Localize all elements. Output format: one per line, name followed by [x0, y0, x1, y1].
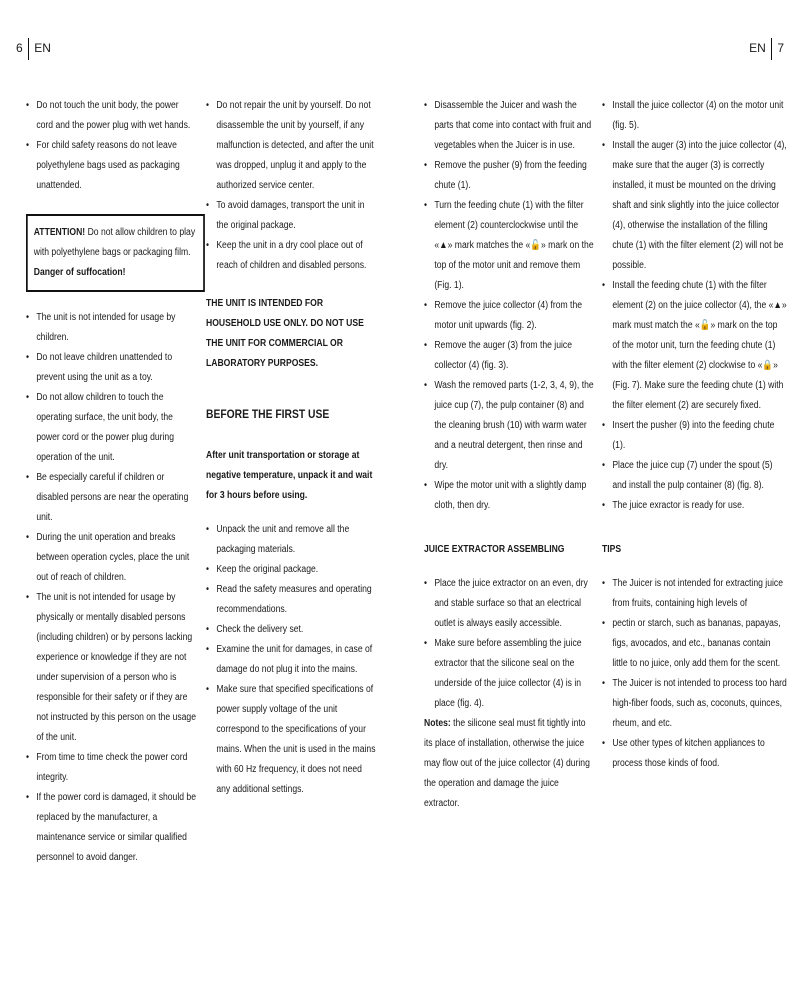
list-item: • The Juicer is not intended to process too hard high-fiber foods, such as, coconuts, quinces, rheum, and etc.	[602, 674, 787, 734]
attention-box	[26, 214, 205, 292]
list-item: • Insert the pusher (9) into the feeding chute (1).	[602, 416, 787, 456]
assembly-steps-list	[602, 96, 787, 516]
column-2	[206, 96, 376, 800]
before-first-use-list	[206, 520, 376, 800]
list-item: • Remove the juice collector (4) from the motor unit upwards (fig. 2).	[424, 296, 594, 336]
list-item: • The unit is not intended for usage by physically or mentally disabled persons (including children) or by persons lacking experience or knowledge if they are not under supervision of a person who is responsible for their safety or if they are not instructed by this person on the usage of the unit.	[26, 588, 196, 748]
list-item: • Do not allow children to touch the operating surface, the unit body, the power cord or the power plug during operation of the unit.	[26, 388, 196, 468]
list-item: • Be especially careful if children or disabled persons are near the operating unit.	[26, 468, 196, 528]
tips-list	[602, 574, 787, 774]
list-item: • Place the juice extractor on an even, dry and stable surface so that an electrical outlet is always easily accessible.	[424, 574, 594, 634]
disassembly-list	[424, 96, 594, 516]
column-1	[26, 96, 196, 868]
list-item: • Do not leave children unattended to prevent using the unit as a toy.	[26, 348, 196, 388]
list-item: • pectin or starch, such as bananas, papayas, figs, avocados, and etc., bananas contain little to no juice, only add them for the scent.	[602, 614, 787, 674]
list-item: • Do not touch the unit body, the power cord and the power plug with wet hands.	[26, 96, 196, 136]
list-item: • Check the delivery set.	[206, 620, 376, 640]
list-item: • Install the auger (3) into the juice collector (4), make sure that the auger (3) is correctly installed, it must be mounted on the driving shaft and sink slightly into the juice collector (4), otherwise the installation of the filling chute (1) with the filter element (2) will not be possible.	[602, 136, 787, 276]
before-first-use-heading: BEFORE THE FIRST USE	[206, 407, 330, 421]
safety-list-b	[26, 308, 196, 868]
list-item: • The juice exractor is ready for use.	[602, 496, 787, 516]
household-use-notice: THE UNIT IS INTENDED FOR HOUSEHOLD USE ONLY. DO NOT USE THE UNIT FOR COMMERCIAL OR LABORATORY PURPOSES.	[206, 298, 364, 369]
safety-list-c	[206, 96, 376, 276]
list-item: • Keep the unit in a dry cool place out of reach of children and disabled persons.	[206, 236, 376, 276]
list-item: • Place the juice cup (7) under the spout (5) and install the pulp container (8) (fig. 8).	[602, 456, 787, 496]
list-item: • Install the feeding chute (1) with the filter element (2) on the juice collector (4), the «▲» mark must match the «🔓» mark on the top of the motor unit, turn the feeding chute (1) with the filter element (2) clockwise to «🔒» (Fig. 7). Make sure the feeding chute (1) with the filter element (2) are securely fixed.	[602, 276, 787, 416]
list-item: • Do not repair the unit by yourself. Do not disassemble the unit by yourself, if any malfunction is detected, and after the unit was dropped, unplug it and apply to the authorized service center.	[206, 96, 376, 196]
before-first-use-intro: After unit transportation or storage at negative temperature, unpack it and wait for 3 hours before using.	[206, 450, 373, 501]
attention-text: Do not allow children to play with polyethylene bags or packaging film.	[33, 227, 196, 258]
assembling-list	[424, 574, 594, 714]
list-item: • Make sure before assembling the juice extractor that the silicone seal on the underside of the juice collector (4) is in place (fig. 4).	[424, 634, 594, 714]
list-item: • Wash the removed parts (1-2, 3, 4, 9), the juice cup (7), the pulp container (8) and the cleaning brush (10) with warm water and a neutral detergent, then rinse and dry.	[424, 376, 594, 476]
list-item: • To avoid damages, transport the unit in the original package.	[206, 196, 376, 236]
list-item: • For child safety reasons do not leave polyethylene bags used as packaging unattended.	[26, 136, 196, 196]
list-item: • From time to time check the power cord integrity.	[26, 748, 196, 788]
right-page-number: 7	[777, 41, 784, 56]
header-divider	[28, 38, 30, 60]
list-item: • Disassemble the Juicer and wash the parts that come into contact with fruit and vegetables when the Juicer is in use.	[424, 96, 594, 156]
right-language-code: EN	[749, 41, 766, 56]
list-item: • Wipe the motor unit with a slightly damp cloth, then dry.	[424, 476, 594, 516]
left-page-header	[16, 38, 51, 60]
notes-label: Notes:	[424, 718, 451, 729]
right-page-header	[749, 38, 784, 60]
list-item: • Remove the auger (3) from the juice collector (4) (fig. 3).	[424, 336, 594, 376]
list-item: • Read the safety measures and operating recommendations.	[206, 580, 376, 620]
column-3	[424, 96, 594, 814]
list-item: • Turn the feeding chute (1) with the filter element (2) counterclockwise until the «▲» mark matches the «🔓» mark on the top of the motor unit and remove them (Fig. 1).	[424, 196, 594, 296]
list-item: • The unit is not intended for usage by children.	[26, 308, 196, 348]
list-item: • Unpack the unit and remove all the packaging materials.	[206, 520, 376, 560]
list-item: • Remove the pusher (9) from the feeding chute (1).	[424, 156, 594, 196]
attention-label: ATTENTION!	[33, 227, 86, 238]
danger-warning: Danger of suffocation!	[33, 267, 126, 278]
notes-text: the silicone seal must fit tightly into its place of installation, otherwise the juice may flow out of the juice collector (4) during the operation and damage the juice extractor.	[424, 718, 590, 809]
list-item: • Install the juice collector (4) on the motor unit (fig. 5).	[602, 96, 787, 136]
assembling-heading: JUICE EXTRACTOR ASSEMBLING	[424, 544, 565, 555]
list-item: • Examine the unit for damages, in case of damage do not plug it into the mains.	[206, 640, 376, 680]
header-divider	[771, 38, 773, 60]
column-4	[602, 96, 787, 774]
list-item: • During the unit operation and breaks between operation cycles, place the unit out of reach of children.	[26, 528, 196, 588]
list-item: • The Juicer is not intended for extracting juice from fruits, containing high levels of	[602, 574, 787, 614]
list-item: • If the power cord is damaged, it should be replaced by the manufacturer, a maintenance service or similar qualified personnel to avoid danger.	[26, 788, 196, 868]
notes-paragraph	[424, 714, 594, 814]
tips-heading: TIPS	[602, 544, 622, 555]
list-item: • Use other types of kitchen appliances to process those kinds of food.	[602, 734, 787, 774]
list-item: • Make sure that specified specifications of power supply voltage of the unit correspond to the specifications of your mains. When the unit is used in the mains with 60 Hz frequency, it does not need any additional settings.	[206, 680, 376, 800]
list-item: • Keep the original package.	[206, 560, 376, 580]
safety-list-a	[26, 96, 196, 196]
left-language-code: EN	[34, 41, 51, 56]
left-page-number: 6	[16, 41, 23, 56]
